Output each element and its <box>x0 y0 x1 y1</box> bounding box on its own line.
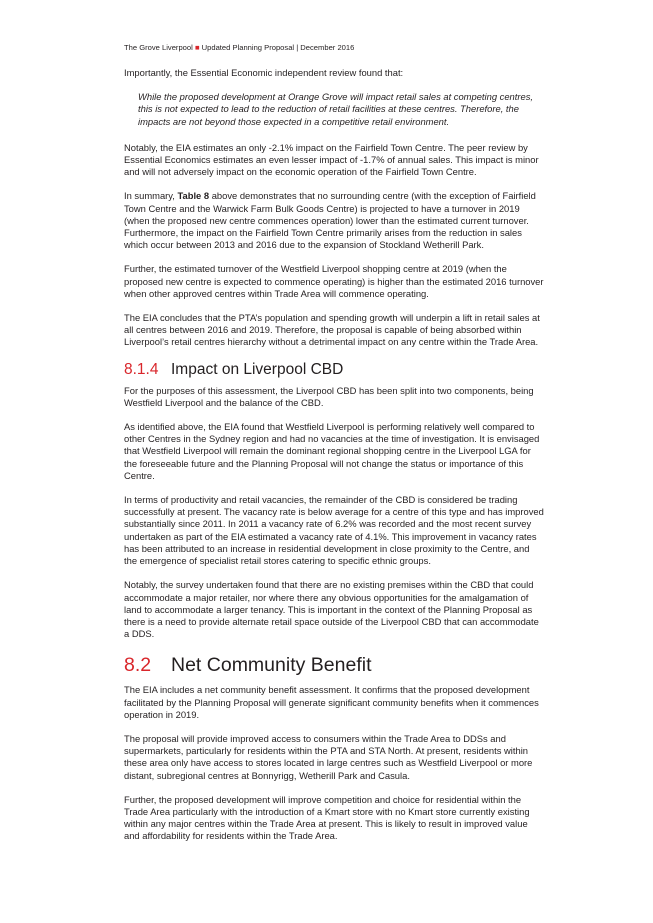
summary-text-start: In summary, <box>124 190 178 202</box>
section-number: 8.2 <box>124 654 152 677</box>
benefit-paragraph-3: Further, the proposed development will improve competition and choice for residential within the Trade Area particularly with the introduction of a Kmart store with no Kmart store currently existing within any major centres within the Trade Area at present. This is likely to result in improved value and affordability for residents within the Trade Area. <box>124 793 530 842</box>
cbd-paragraph-4: Notably, the survey undertaken found that there are no existing premises within the CBD that could accommodate a major retailer, nor where there any obvious opportunities for the amalgamation of land to accommodate a larger tenancy. This is important in the context of the Planning Proposal as there is a need to provide alternate retail space outside of the Liverpool CBD that can accommodate a DDS. <box>124 579 539 640</box>
westfield-turnover-paragraph: Further, the estimated turnover of the Westfield Liverpool shopping centre at 2019 (when the proposed new centre is expected to commence operating) is higher than the estimated 2016 turnover when other approved centres within Trade Area will commence operating. <box>124 263 544 299</box>
cbd-paragraph-2: As identified above, the EIA found that Westfield Liverpool is performing relatively well compared to other Centres in the Sydney region and had no vacancies at the time of investigation. It is envisaged that Westfield Liverpool will remain the dominant regional shopping centre in the Liverpool LGA for the foreseeable future and the Planning Proposal will not change the status or importance of this Centre. <box>124 421 540 481</box>
header-document-name: The Grove Liverpool <box>124 43 193 52</box>
page-content <box>124 67 544 855</box>
fairfield-impact-paragraph: Notably, the EIA estimates an only -2.1% impact on the Fairfield Town Centre. The peer review by Essential Economics estimates an even lesser impact of -1.7% of annual sales. This impact is minor and will not adversely impact on the economic operation of the Fairfield Town Centre. <box>124 141 539 178</box>
intro-paragraph: Importantly, the Essential Economic independent review found that: <box>124 67 404 78</box>
section-heading-8-1-4 <box>124 361 544 379</box>
header-document-info: Updated Planning Proposal | December 2016 <box>201 43 355 52</box>
review-quote: While the proposed development at Orange Grove will impact retail sales at competing centres, this is not expected to lead to the reduction of retail facilities at these centres. Therefore, the impacts are not beyond those expected in a competitive retail environment. <box>138 91 533 127</box>
summary-text-end: above demonstrates that no surrounding centre (with the exception of Fairfield Town Centre and the Warwick Farm Bulk Goods Centre) is projected to have a turnover in 2019 (when the proposed new centre commences operation) lower than the estimated current turnover. Furthermore, the impact on the Fairfield Town Centre primarily arises from the reduction in sales which occur between 2013 and 2016 due to the expansion of Stockland Wetherill Park. <box>124 190 536 251</box>
summary-paragraph <box>124 190 544 251</box>
cbd-paragraph-1: For the purposes of this assessment, the Liverpool CBD has been split into two components, being Westfield Liverpool and the balance of the CBD. <box>124 384 534 408</box>
header-separator: ■ <box>194 43 200 52</box>
section-title: Net Community Benefit <box>171 654 372 677</box>
eia-conclusion-paragraph: The EIA concludes that the PTA’s population and spending growth will underpin a lift in retail sales at all centres between 2016 and 2019. Therefore, the proposal is capable of being absorbed within Liverpool’s retail centres hierarchy without a detrimental impact on any centre within the Trade Area. <box>124 312 540 348</box>
benefit-paragraph-2: The proposal will provide improved access to consumers within the Trade Area to DDSs and supermarkets, particularly for residents within the PTA and STA North. At present, residents within these area only have access to stores located in large centres such as Westfield Liverpool or more distant, subregional centres at Bonnyrigg, Wetherill Park and Casula. <box>124 732 533 781</box>
section-number: 8.1.4 <box>124 360 159 378</box>
table-reference: Table 8 <box>177 190 210 202</box>
cbd-paragraph-3: In terms of productivity and retail vacancies, the remainder of the CBD is considered be trading successfully at present. The vacancy rate is below average for a centre of this type and has improved substantially since 2011. In 2011 a vacancy rate of 6.2% was recorded and the most recent survey undertaken as part of the EIA estimated a vacancy rate of 4.1%. This improvement in vacancy rates has been attributed to an increase in residential development in close proximity to the Centre, and the emergence of specialist retail stores catering to specific ethnic groups. <box>124 494 544 567</box>
section-heading-8-2 <box>124 654 544 676</box>
benefit-paragraph-1: The EIA includes a net community benefit assessment. It confirms that the proposed development facilitated by the Planning Proposal will generate significant community benefits when it commences operation in 2019. <box>124 684 539 720</box>
section-title: Impact on Liverpool CBD <box>171 360 344 378</box>
page-header <box>124 43 354 52</box>
